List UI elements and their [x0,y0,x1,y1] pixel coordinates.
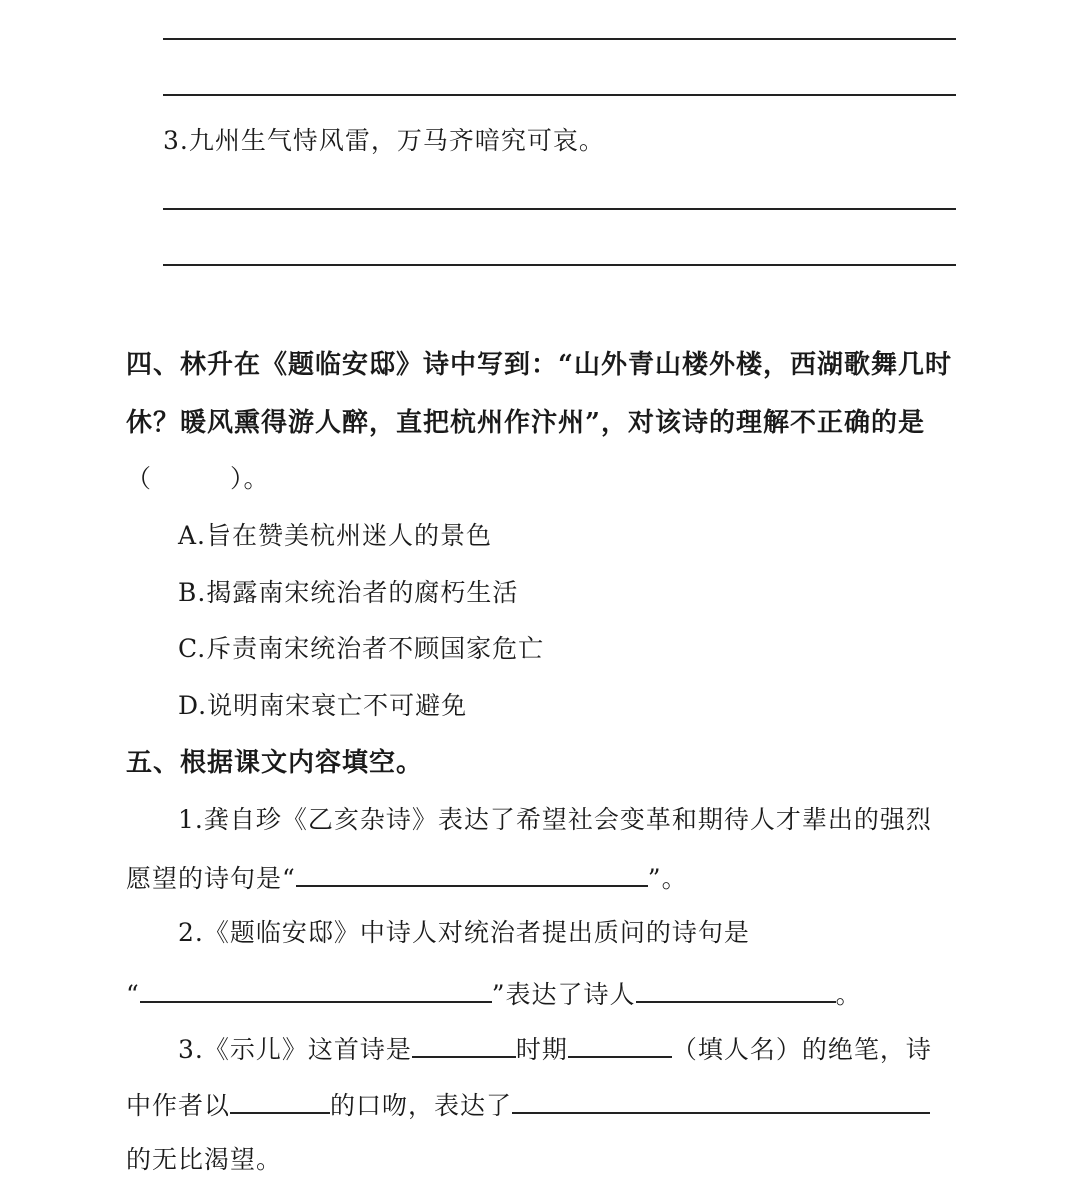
option-c[interactable]: C.斥责南宋统治者不顾国家危亡 [178,634,545,663]
text-fragment: ”表达了诗人 [491,980,636,1009]
answer-paren[interactable]: （ ）。 [126,464,270,493]
text-fragment: ”。 [647,864,688,893]
question-text: 1.龚自珍《乙亥杂诗》表达了希望社会变革和期待人才辈出的强烈 [178,805,932,834]
fill-blank[interactable] [412,1030,516,1058]
question-text [126,975,862,1012]
question-text: 的无比渴望。 [126,1145,283,1174]
text-fragment: 。 [835,980,862,1009]
text-fragment: 的口吻，表达了 [330,1091,513,1120]
fill-blank[interactable] [512,1086,930,1114]
option-b[interactable]: B.揭露南宋统治者的腐朽生活 [178,578,519,607]
text-fragment: 愿望的诗句是“ [126,864,296,893]
question-text [126,859,688,896]
text-fragment: 时期 [515,1035,568,1064]
answer-line[interactable] [163,38,956,40]
question-text [126,1086,930,1123]
question-heading: 四、林升在《题临安邸》诗中写到：“山外青山楼外楼，西湖歌舞几时 [126,350,952,380]
fill-blank[interactable] [568,1030,672,1058]
question-text [178,1030,932,1067]
option-a[interactable]: A.旨在赞美杭州迷人的景色 [178,521,493,550]
question-text: 2.《题临安邸》中诗人对统治者提出质问的诗句是 [178,918,750,947]
answer-line[interactable] [163,208,956,210]
text-fragment: “ [126,980,140,1009]
text-fragment: 3.《示儿》这首诗是 [178,1035,412,1064]
option-d[interactable]: D.说明南宋衰亡不可避免 [178,691,468,720]
fill-blank[interactable] [296,859,648,887]
answer-line[interactable] [163,264,956,266]
question-heading: 休？暖风熏得游人醉，直把杭州作汴州”，对该诗的理解不正确的是 [126,408,925,438]
fill-blank[interactable] [636,975,836,1003]
section-title: 五、根据课文内容填空。 [126,748,424,778]
fill-blank[interactable] [140,975,492,1003]
answer-line[interactable] [163,94,956,96]
fill-blank[interactable] [230,1086,330,1114]
text-fragment: 中作者以 [126,1091,231,1120]
question-text: 3.九州生气恃风雷，万马齐喑究可哀。 [163,126,605,155]
text-fragment: （填人名）的绝笔，诗 [671,1035,932,1064]
